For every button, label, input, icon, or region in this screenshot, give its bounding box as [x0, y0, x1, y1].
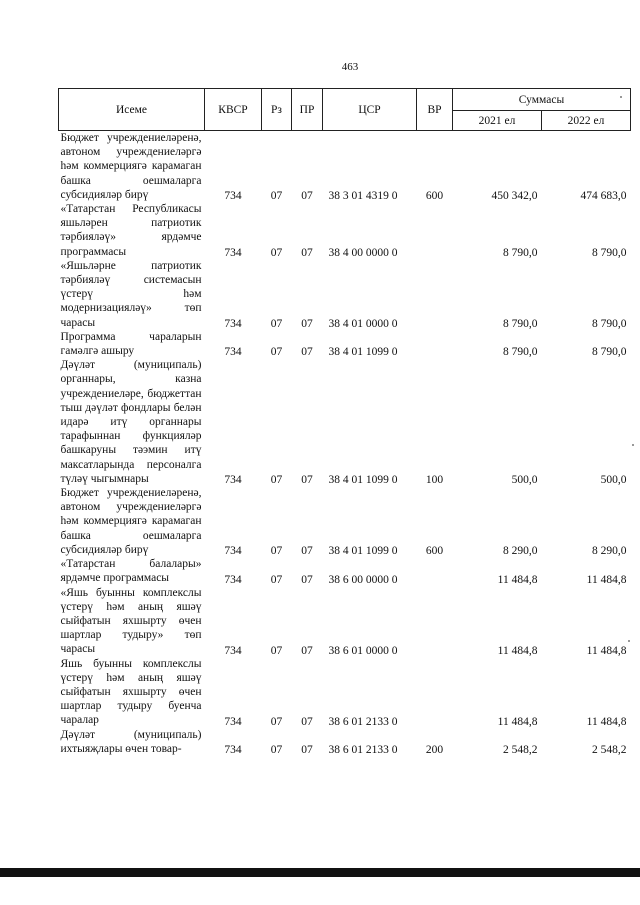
row-sum-2022: 8 790,0 [592, 346, 627, 359]
row-pr: 07 [301, 317, 313, 330]
row-sum-2022: 500,0 [600, 474, 627, 487]
row-sum-2022: 8 790,0 [592, 246, 627, 259]
row-csr: 38 4 00 0000 0 [328, 246, 398, 259]
row-rz: 07 [270, 715, 283, 728]
row-sum-2021: 11 484,8 [497, 715, 538, 728]
row-sum-2021: 450 342,0 [491, 190, 538, 203]
row-name: Дәүләт (муниципаль) ихтыяҗлары өчен товар- [60, 728, 202, 755]
scan-artifact [620, 96, 622, 98]
table-row [59, 202, 631, 259]
row-name: Бюджет учреждениеләренә, автоном учреждениеләргә һәм коммерциягә карамаган башка оешмаларга субсидияләр бирү [60, 132, 202, 201]
row-kvsr: 734 [224, 246, 242, 259]
row-name: «Яшь буынны комплекслы үстерү һәм аның яшәү сыйфатын яхшырту өчен шартлар тудыру» төп чарасы [60, 586, 202, 656]
row-sum-2022: 8 290,0 [592, 545, 627, 558]
table-row [59, 259, 631, 330]
table-row [59, 557, 631, 585]
row-vr [417, 586, 453, 657]
row-sum-2022: 11 484,8 [586, 644, 627, 657]
row-csr: 38 4 01 1099 0 [328, 474, 398, 487]
row-name: «Яшьләрне патриотик тәрбияләү системасын үстерү һәм модернизацияләү» төп чарасы [60, 259, 202, 329]
row-kvsr: 734 [224, 573, 242, 586]
table-body [59, 131, 631, 756]
row-kvsr: 734 [224, 346, 242, 359]
header-rz: Рз [262, 89, 292, 131]
row-name: Дәүләт (муниципаль) органнары, казна учреждениеләре, бюджеттан тыш дәүләт фондлары белән идарә итү органнары тарафыннан функцияләр башкаруны тәэмин итү максатларында персоналга түләү чыгымнары [60, 359, 202, 485]
row-vr [417, 259, 453, 330]
row-vr: 600 [425, 545, 444, 558]
scan-artifact [628, 640, 630, 642]
row-sum-2022: 474 683,0 [580, 190, 627, 203]
table-row [59, 330, 631, 358]
row-rz: 07 [270, 346, 283, 359]
row-csr: 38 6 01 0000 0 [328, 644, 398, 657]
row-kvsr: 734 [224, 644, 242, 657]
row-vr [417, 557, 453, 585]
row-csr: 38 4 01 1099 0 [328, 346, 398, 359]
row-sum-2022: 11 484,8 [586, 715, 627, 728]
row-rz: 07 [270, 317, 283, 330]
row-rz: 07 [270, 545, 283, 558]
row-name: «Татарстан балалары» ярдәмче программасы [60, 558, 202, 585]
table-row [59, 358, 631, 486]
header-year-2022: 2022 ел [542, 111, 631, 131]
row-pr: 07 [301, 246, 313, 259]
row-pr: 07 [301, 190, 313, 203]
row-pr: 07 [301, 573, 313, 586]
header-year-2021: 2021 ел [453, 111, 542, 131]
row-rz: 07 [270, 573, 283, 586]
table-row [59, 586, 631, 657]
scan-artifact [632, 444, 634, 446]
page-number: 463 [341, 61, 359, 73]
row-csr: 38 6 00 0000 0 [328, 573, 398, 586]
row-csr: 38 4 01 1099 0 [328, 545, 398, 558]
row-rz: 07 [270, 474, 283, 487]
row-sum-2021: 8 790,0 [503, 317, 538, 330]
row-sum-2021: 2 548,2 [503, 743, 538, 756]
budget-table [58, 88, 631, 756]
row-rz: 07 [270, 644, 283, 657]
row-csr: 38 3 01 4319 0 [328, 190, 398, 203]
header-pr: ПР [292, 89, 323, 131]
row-kvsr: 734 [224, 715, 242, 728]
row-name: Бюджет учреждениеләренә, автоном учреждениеләргә һәм коммерциягә карамаган башка оешмаларга субсидияләр бирү [60, 487, 202, 556]
row-kvsr: 734 [224, 743, 242, 756]
row-pr: 07 [301, 474, 313, 487]
row-name: Программа чараларын гамәлгә ашыру [60, 330, 202, 358]
table-row [59, 131, 631, 203]
row-pr: 07 [301, 715, 313, 728]
row-kvsr: 734 [224, 545, 242, 558]
row-rz: 07 [270, 190, 283, 203]
row-kvsr: 734 [224, 474, 242, 487]
row-kvsr: 734 [224, 190, 242, 203]
row-pr: 07 [301, 346, 313, 359]
row-name: Яшь буынны комплекслы үстерү һәм аның яшәү сыйфатын яхшырту өчен шартлар тудыру буенча чаралар [60, 657, 202, 727]
row-sum-2021: 8 790,0 [503, 346, 538, 359]
row-rz: 07 [270, 743, 283, 756]
row-csr: 38 6 01 2133 0 [328, 743, 398, 756]
row-vr [417, 330, 453, 358]
row-sum-2021: 8 790,0 [503, 246, 538, 259]
row-sum-2022: 8 790,0 [592, 317, 627, 330]
row-csr: 38 4 01 0000 0 [328, 317, 398, 330]
table-row [59, 486, 631, 557]
row-kvsr: 734 [224, 317, 242, 330]
row-rz: 07 [270, 246, 283, 259]
row-pr: 07 [301, 743, 313, 756]
header-csr: ЦСР [323, 89, 417, 131]
row-vr [417, 657, 453, 728]
row-sum-2022: 11 484,8 [586, 573, 627, 586]
row-sum-2021: 500,0 [511, 474, 538, 487]
row-vr: 200 [425, 743, 444, 756]
table-row [59, 657, 631, 728]
row-vr: 100 [425, 474, 444, 487]
row-sum-2021: 8 290,0 [503, 545, 538, 558]
table-row [59, 728, 631, 756]
row-sum-2022: 2 548,2 [592, 743, 627, 756]
header-kvsr: КВСР [205, 89, 262, 131]
row-sum-2021: 11 484,8 [497, 644, 538, 657]
row-csr: 38 6 01 2133 0 [328, 715, 398, 728]
table-header [59, 89, 631, 131]
row-pr: 07 [301, 644, 313, 657]
header-name: Исеме [59, 89, 205, 131]
row-pr: 07 [301, 545, 313, 558]
row-name: «Татарстан Республикасы яшьләрен патриотик тәрбияләү» ярдәмче программасы [60, 203, 202, 258]
bottom-scan-border [0, 868, 640, 877]
header-sums: Суммасы [453, 89, 631, 111]
row-vr [417, 202, 453, 259]
row-vr: 600 [425, 190, 444, 203]
header-vr: ВР [417, 89, 453, 131]
row-sum-2021: 11 484,8 [497, 573, 538, 586]
